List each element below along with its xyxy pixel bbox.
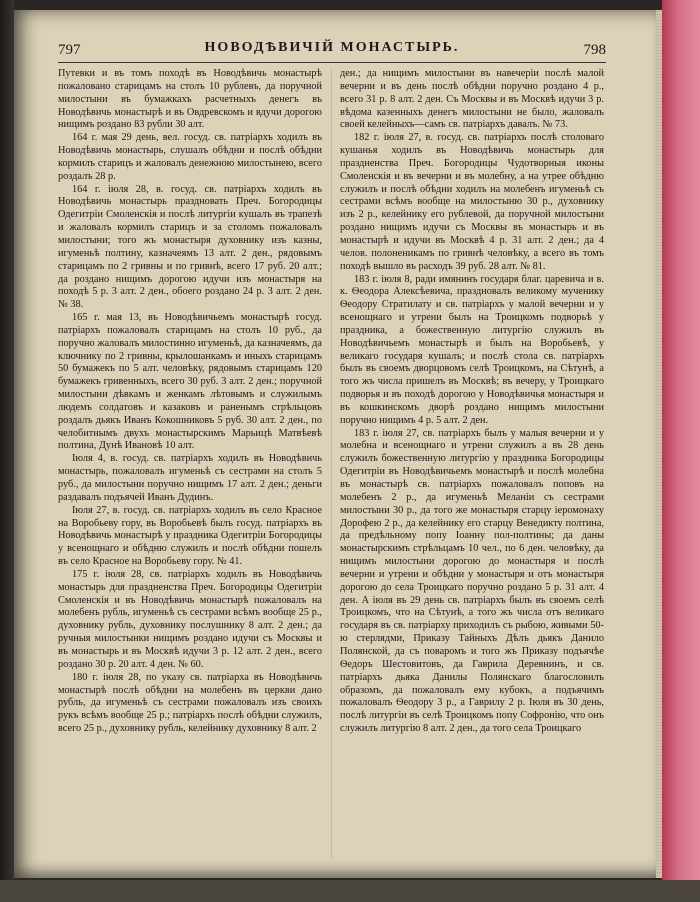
running-title: НОВОДѢВИЧІЙ МОНАСТЫРЬ. — [204, 40, 460, 55]
left-column — [58, 68, 322, 868]
paragraph: 165 г. мая 13, въ Новодѣвичьемъ монастырѣ госуд. патріархъ пожаловалъ старицамъ на столъ 10 руб., да поручно жаловалъ милостинно игуменьѣ, да казначеямъ, да ключнику по 2 гривны, крылошанкамъ и иныхъ старицамъ 50 бумажекъ по 5 алт. человѣку, рядовымъ старицамъ 120 бумажекъ гривенныхъ, всего 30 руб. 3 алт. 2 ден.; поручной милостыни дѣвкамъ и женкамъ лѣтовымъ и служилымъ людемъ солдатовъ и казаковъ и раненымъ стрѣльцовъ роздалъ дьякъ Иванъ Кокошниковъ 5 руб. 30 алт. 2 ден., по челобитнымъ двухъ монастырскимъ Марьицѣ Матвѣевѣ полтина, Дунѣ Ивановѣ 10 алт. — [58, 312, 322, 452]
table-backdrop — [0, 0, 14, 902]
header-rule — [58, 62, 606, 63]
page-edge — [656, 10, 662, 878]
paragraph: 164 г. іюля 28, в. госуд. св. патріархъ ходилъ въ Новодѣвичь монастырь праздновать Преч. Богородицы Одегитріи Смоленскія и послѣ литургіи кушалъ въ трапезѣ и жаловалъ кормилъ старицъ и за столомъ пожаловалъ милостыни; того жъ монастыря духовнику изъ казны, игуменьѣ полтину, казначеямъ 13 алт. 2 ден., рядовымъ старицамъ по 2 гривны и по гривнѣ, всего 17 руб. 20 алт.; да роздано нищимъ дорогою идучи изъ монастыря на походѣ 5 р. 3 алт. 2 ден., обоего роздано 24 р. 3 алт. 2 ден. № 38. — [58, 183, 322, 311]
book-page — [14, 10, 662, 878]
paragraph: Путевки и въ томъ походѣ въ Новодѣвичь монастырѣ пожаловано старицамъ на столъ 10 рублевъ, да поручной милостыни въ бумажкахъ расчетныхъ денегъ въ Новодѣвичь монастырѣ и въ Овдревскомъ и вдучи дорогою нищимъ роздано 83 рубли 30 алт. — [58, 68, 322, 131]
paragraph: 175 г. іюля 28, св. патріархъ ходилъ въ Новодѣвичь монастырь для праздненства Преч. Богородицы Одегитріи Смоленскія и въ Новодѣвичь монастырѣ пожаловалъ на молебенъ рубль, игуменьѣ съ сестрами всѣмъ вообще 25 р., духовнику рубль, духовнику послушнику 8 алт. 2 ден.; да ручныя милостынки нищимъ роздано идучи съ Москвы и въ монастырь и въ Москвѣ идучи 3 р. 12 алт. 2 ден., всего роздано 30 р. 20 алт. 4 ден. № 60. — [58, 568, 322, 670]
page-header — [58, 38, 606, 60]
right-column — [340, 68, 604, 868]
page-number-right: 798 — [583, 42, 606, 58]
page-number-left: 797 — [58, 42, 81, 58]
paragraph: Іюля 4, в. госуд. св. патріархъ ходилъ въ Новодѣвичь монастырь, пожаловалъ игуменьѣ съ сестрами на столъ 5 руб., да милостыни поручно нищимъ 17 алт. 2 ден.; деньги раздавалъ подъячей Иванъ Дудинъ. — [58, 453, 322, 503]
paragraph: 180 г. іюля 28, по указу св. патріарха въ Новодѣвичь монастырѣ послѣ обѣдни на молебенъ въ церкви дано рубль, да игуменьѣ съ сестрами пожаловалъ изъ своихъ рукъ всѣмъ вообще 25 р.; патріархъ послѣ обѣдни служилъ, всего 25 р., духовнику рубль, келейнику духовнику 8 алт. 2 — [58, 671, 322, 735]
column-divider — [331, 68, 332, 858]
paragraph: 183 г. іюля 27, св. патріархъ былъ у малыя вечерни и у молебна и всенощнаго и утрени служилъ а въ 28 день служилъ божественную литургію у праздника Богородицы Одегитріи въ Новодѣвичьемъ монастырѣ и послѣ молебна въ монастырѣ св. патріархъ пожаловалъ поповъ на молебенъ 2 р., да игуменьѣ Меланіи съ сестрами милостыни 30 р., да того же монастыря старцу іеромонаху Дорофею 2 р., да келейнику его старцу Венедикту полтина, да предѣльному попу Іоанну пол-полтины; да даны монастырскимъ стрѣльцамъ 10 чел., по 6 ден. человѣку, да нищимъ милостыни дорогою до монастыря и послѣ вечерни и утрени и обѣдни у монастыря и отъ монастыря дорогою до села Троицкаго поручно роздано 5 р. 31 алт. 4 ден. А іюля въ 29 день св. патріархъ былъ въ своемъ селѣ Троицкомъ, что на Сѣтунѣ, а того жъ числа отъ великаго государя въ св. патріарху приходилъ съ рыбою, живыми 50-ю стерлядми, Приказу Тайныхъ Дѣлъ дьякъ Данило Полянской, да съ поваромъ и того жъ Приказу подъячѣе Ѳедоръ Шестовитовъ, да Гаврила Деревнинъ, и св. патріархъ дьяка Данилы Полянскаго благословилъ образомъ, да пожаловалъ ему кубокъ, а подъячимъ пожаловалъ Ѳеодору 3 р., а Гаврилу 2 р. Іюля въ 30 день, послѣ литургіи въ селѣ Троицкомъ попу Софронію, что онъ служилъ литургію 8 алт. 2 ден., да того села Троицкаго — [340, 427, 604, 735]
table-surface — [0, 880, 700, 902]
book-cover-edge — [662, 0, 700, 902]
paragraph: 182 г. іюля 27, в. госуд. св. патріархъ послѣ столоваго кушанья ходилъ въ Новодѣвичь монастырь для праздненства Преч. Богородицы Чудотворныя иконы Смоленскія и въ вечерни и въ молебну, а на утрее обѣдню служилъ и послѣ обѣдни ходилъ на молебенъ игуменьѣ съ сестрами всѣмъ вообще на милостыню 30 р., духовнику изъ 2 р., келейнику его рублевой, да поручной милостыни роздано нищимъ идучи съ Москвы въ монастырь и въ монастырѣ и идучи въ Москвѣ 4 р. 31 алт. 2 ден.; да 4 челов. полоненикамъ по гривнѣ человѣку, а всего въ томъ походѣ вышло въ расходъ 39 руб. 28 алт. № 81. — [340, 132, 604, 272]
paragraph: ден.; да нищимъ милостыни въ навечеріи послѣ малой вечерни и въ день послѣ обѣдни поручно роздано 4 р., всего 31 р. 8 алт. 2 ден. Съ Москвы и въ Москвѣ идучи 3 р. вѣдома казенныхъ денегъ милостыни не было, жаловалъ своей келейныхъ—самъ св. патріархъ давалъ. № 73. — [340, 68, 604, 131]
paragraph: 183 г. іюля 8, ради имянинъ государя благ. царевича и в. к. Ѳеодора Алексѣевича, праздновалъ великому мученику Ѳеодору Стратилату и св. патріархъ у малой вечерни и у всенощнаго и утрени былъ на Троицкомъ подворьѣ у праздника, а божественную литургію служилъ въ Новодѣвичьемъ монастырѣ и былъ на Воробьевѣ, у великаго государя кушалъ; и послѣ стола св. патріархъ былъ въ своемъ дворцовомъ селѣ Троицкомъ, на Сѣтунѣ, а того жъ числа пришелъ въ Москвѣ; въ вечеру, у Троицкаго подворья и въ походѣ дорогою у Новодѣвичья монастыря и въ кошкинскомъ дворѣ роздано нищимъ милостыни поручно нищимъ 4 р. 5 алт. 2 ден. — [340, 273, 604, 426]
paragraph: 164 г. мая 29 день, вел. госуд. св. патріархъ ходилъ въ Новодѣвичь монастырь, слушалъ обѣдни и послѣ обѣдни кормилъ старицъ и жаловалъ денежною милостынею, всего роздалъ 28 р. — [58, 132, 322, 182]
paragraph: Іюля 27, в. госуд. св. патріархъ ходилъ въ село Красное на Воробьеву гору, въ Воробьевѣ былъ госуд. патріархъ въ Новодѣвичь монастырѣ у праздника Одегитріи Богородицы у всенощнаго и обѣдню служилъ и послѣ обѣдни пошелъ въ село Красное на Воробьеву гору. № 41. — [58, 504, 322, 568]
